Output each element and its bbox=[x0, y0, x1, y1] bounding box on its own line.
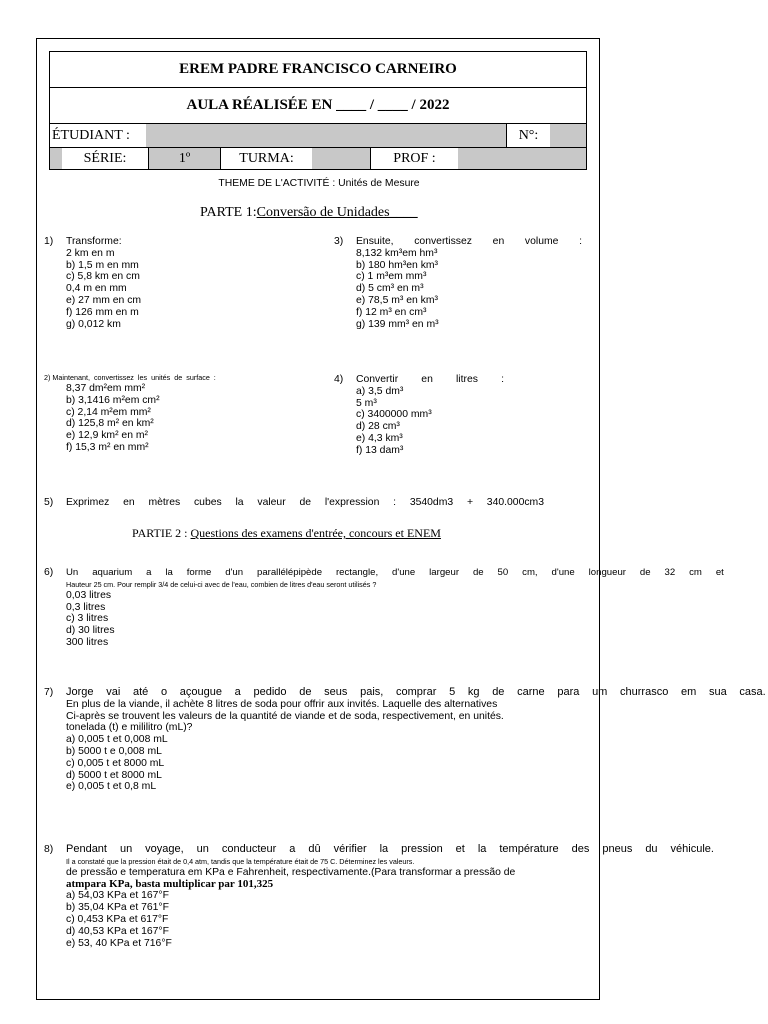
option: e) 53, 40 KPa et 716°F bbox=[66, 937, 172, 949]
list-item: g) 0,012 km bbox=[66, 318, 121, 330]
question-text: Ci-après se trouvent les valeurs de la quantité de viande et de soda, respectivement, en unités. bbox=[66, 710, 504, 722]
list-item: b) 180 hm³en km³ bbox=[356, 259, 438, 271]
part1-heading bbox=[200, 207, 418, 219]
list-item: e) 78,5 m³ en km³ bbox=[356, 294, 438, 306]
question-title: Convertir en litres : bbox=[356, 374, 504, 385]
list-item: f) 12 m³ en cm³ bbox=[356, 306, 427, 318]
option: 300 litres bbox=[66, 636, 109, 648]
question-text: Pendant un voyage, un conducteur a dû vérifier la pression et la température des pneus du véhicule. bbox=[66, 843, 714, 855]
list-item: e) 12,9 km² en m² bbox=[66, 430, 148, 442]
class-date: AULA RÉALISÉE EN ____ / ____ / 2022 bbox=[50, 88, 586, 124]
question-number: 6) bbox=[44, 567, 54, 578]
option: b) 5000 t e 0,008 mL bbox=[66, 745, 162, 757]
list-item: a) 3,5 dm³ bbox=[356, 385, 404, 397]
part1-prefix: PARTE 1: bbox=[200, 205, 257, 220]
list-item: e) 27 mm en cm bbox=[66, 294, 142, 306]
prof-label: PROF : bbox=[370, 148, 458, 169]
option: c) 3 litres bbox=[66, 613, 109, 625]
question-text: En plus de la viande, il achète 8 litres de soda pour offrir aux invités. Laquelle des alternatives bbox=[66, 698, 498, 710]
list-item: 0,4 m en mm bbox=[66, 283, 127, 295]
list-item: f) 15,3 m² en mm² bbox=[66, 441, 149, 453]
question-3 bbox=[334, 236, 582, 330]
list-item: c) 3400000 mm³ bbox=[356, 409, 432, 421]
list-item: c) 5,8 km en cm bbox=[66, 271, 140, 283]
question-7 bbox=[44, 687, 766, 793]
question-text: Hauteur 25 cm. Pour remplir 3/4 de celui-ci avec de l'eau, combien de litres d'eau seront utilisés ? bbox=[66, 579, 377, 589]
list-item: 8,37 dm²em mm² bbox=[66, 383, 146, 394]
list-item: g) 139 mm³ en m³ bbox=[356, 318, 439, 330]
option: a) 0,005 t et 0,008 mL bbox=[66, 734, 168, 746]
option: e) 0,005 t et 0,8 mL bbox=[66, 781, 157, 793]
prof-field[interactable] bbox=[458, 148, 586, 169]
list-item: b) 3,1416 m²em cm² bbox=[66, 394, 160, 406]
option: a) 54,03 KPa et 167°F bbox=[66, 890, 169, 902]
option: c) 0,005 t et 8000 mL bbox=[66, 757, 165, 769]
option: c) 0,453 KPa et 617°F bbox=[66, 913, 169, 925]
question-text: Un aquarium a la forme d'un parallélépipède rectangle, d'une largeur de 50 cm, d'une longueur de 32 cm et bbox=[66, 567, 724, 578]
question-text: Il a constaté que la pression était de 0,4 atm, tandis que la température était de 75 C. Déterminez les valeurs. bbox=[66, 856, 415, 866]
option: b) 35,04 KPa et 761°F bbox=[66, 902, 169, 914]
option: d) 5000 t et 8000 mL bbox=[66, 769, 162, 781]
question-number: 8) bbox=[44, 844, 54, 855]
question-text: tonelada (t) e mililitro (mL)? bbox=[66, 722, 193, 734]
series-value: 1º bbox=[148, 148, 220, 169]
option: d) 30 litres bbox=[66, 625, 115, 637]
question-4 bbox=[334, 374, 504, 457]
list-item: 8,132 km³em hm³ bbox=[356, 247, 438, 259]
question-title: Transforme: bbox=[66, 236, 122, 247]
question-8 bbox=[44, 844, 714, 949]
question-1 bbox=[44, 236, 141, 330]
list-item: 5 m³ bbox=[356, 397, 377, 409]
class-label: TURMA: bbox=[220, 148, 312, 169]
option: d) 40,53 KPa et 167°F bbox=[66, 925, 169, 937]
series-row bbox=[50, 148, 586, 169]
student-field[interactable] bbox=[146, 124, 506, 147]
student-label: ÉTUDIANT : bbox=[52, 127, 130, 143]
student-row bbox=[50, 124, 586, 148]
activity-theme: THEME DE L'ACTIVITÉ : Unités de Mesure bbox=[218, 178, 420, 189]
list-item: f) 13 dam³ bbox=[356, 444, 404, 456]
list-item: f) 126 mm en m bbox=[66, 306, 139, 318]
header-table bbox=[49, 51, 587, 170]
list-item: 2 km en m bbox=[66, 247, 115, 259]
number-label: N°: bbox=[506, 124, 550, 147]
question-title: Ensuite, convertissez en volume : bbox=[356, 236, 582, 247]
question-number: 2) bbox=[44, 373, 51, 382]
question-5 bbox=[44, 497, 544, 509]
question-text: Jorge vai até o açougue a pedido de seus pais, comprar 5 kg de carne para um churrasco em sua casa. bbox=[66, 686, 766, 698]
question-number: 1) bbox=[44, 236, 54, 247]
question-text: atmpara KPa, basta multiplicar par 101,325 bbox=[66, 877, 274, 890]
list-item: d) 28 cm³ bbox=[356, 421, 400, 433]
number-field[interactable] bbox=[550, 124, 586, 147]
question-text: Exprimez en mètres cubes la valeur de l'expression : 3540dm3 + 340.000cm3 bbox=[66, 497, 544, 508]
question-number: 3) bbox=[334, 236, 344, 247]
question-number: 7) bbox=[44, 687, 54, 698]
list-item: c) 1 m³em mm³ bbox=[356, 271, 427, 283]
list-item: d) 125,8 m² en km² bbox=[66, 418, 154, 430]
part2-heading bbox=[132, 528, 481, 540]
question-2 bbox=[44, 372, 216, 454]
question-text: de pressão e temperatura em KPa e Fahrenheit, respectivamente.(Para transformar a pressão de bbox=[66, 866, 516, 878]
list-item: d) 5 cm³ en m³ bbox=[356, 283, 424, 295]
series-label: SÉRIE: bbox=[83, 150, 127, 166]
class-field[interactable] bbox=[312, 148, 370, 169]
part2-title: Questions des examens d'entrée, concours et ENEM bbox=[190, 526, 441, 540]
list-item: c) 2,14 m²em mm² bbox=[66, 406, 151, 418]
part2-prefix: PARTIE 2 : bbox=[132, 526, 191, 540]
question-number: 4) bbox=[334, 374, 344, 385]
option: 0,3 litres bbox=[66, 601, 106, 613]
part1-title: Conversão de Unidades____ bbox=[256, 205, 418, 220]
list-item: b) 1,5 m en mm bbox=[66, 259, 139, 271]
school-name: EREM PADRE FRANCISCO CARNEIRO bbox=[50, 52, 586, 88]
question-number: 5) bbox=[44, 497, 54, 508]
option: 0,03 litres bbox=[66, 589, 112, 601]
question-6 bbox=[44, 567, 724, 649]
list-item: e) 4,3 km³ bbox=[356, 432, 403, 444]
question-title: Maintenant, convertissez les unités de surface : bbox=[52, 373, 216, 382]
